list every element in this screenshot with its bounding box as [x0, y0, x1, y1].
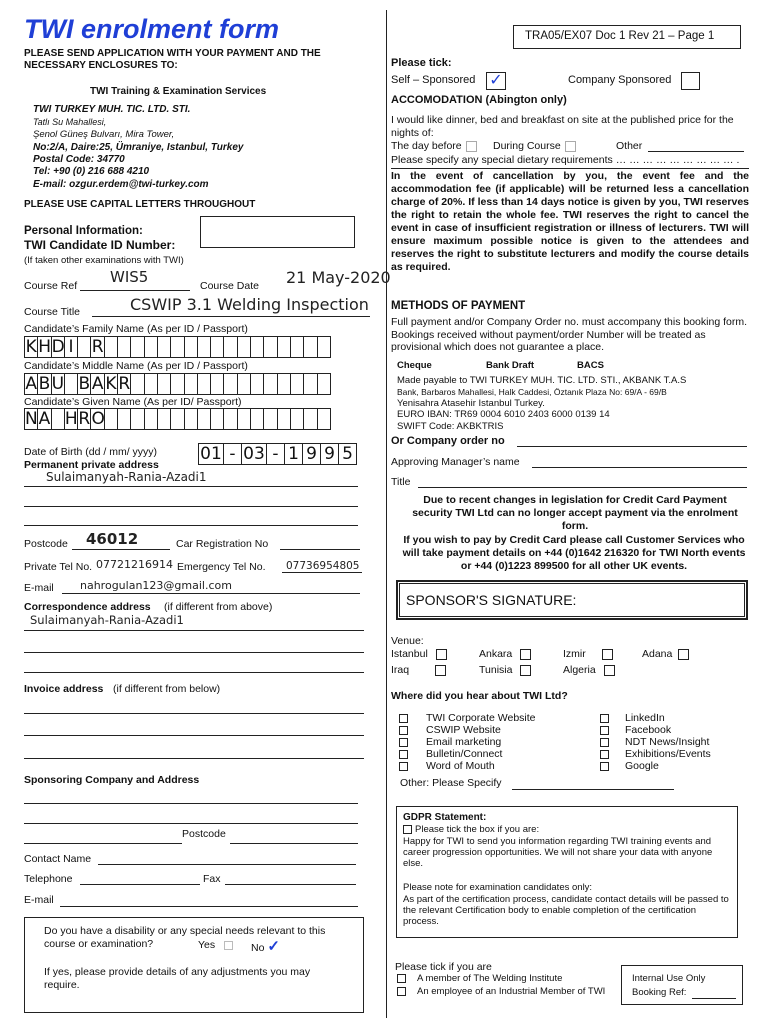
letter-cell[interactable]	[130, 408, 144, 430]
source-left-4[interactable]	[399, 760, 495, 772]
correspondence-label: Correspondence address	[24, 601, 151, 613]
venue-adana-checkbox[interactable]	[678, 649, 689, 660]
source-checkbox[interactable]	[399, 738, 408, 747]
member-checkbox[interactable]	[397, 974, 406, 983]
column-divider	[386, 10, 387, 1018]
car-reg-line	[280, 549, 360, 550]
letter-cell[interactable]	[104, 336, 118, 358]
venue-iraq-checkbox[interactable]	[435, 665, 446, 676]
letter-cell[interactable]	[223, 408, 237, 430]
letter-cell[interactable]	[290, 408, 304, 430]
title-label: Title	[391, 476, 411, 488]
telephone-label: Telephone	[24, 873, 73, 885]
letter-cell[interactable]	[130, 336, 144, 358]
yes-option[interactable]	[198, 939, 239, 951]
venue-izmir-label: Izmir	[563, 648, 586, 660]
company-order-label: Or Company order no	[391, 435, 505, 447]
permanent-address-value[interactable]: Sulaimanyah-Rania-Azadi1	[46, 470, 207, 484]
letter-cell[interactable]	[237, 408, 251, 430]
source-label: Exhibitions/Events	[625, 748, 711, 760]
letter-cell[interactable]	[290, 336, 304, 358]
letter-cell[interactable]: R	[118, 374, 131, 394]
source-checkbox[interactable]	[600, 738, 609, 747]
letter-cell[interactable]	[223, 336, 237, 358]
address-line-a	[24, 486, 358, 487]
postcode-label: Postcode	[24, 538, 68, 550]
venue-adana[interactable]	[642, 648, 689, 660]
company-sponsored-label: Company Sponsored	[568, 74, 672, 86]
self-sponsored-checkbox[interactable]	[486, 72, 506, 90]
letter-cell[interactable]: B	[38, 374, 51, 394]
letter-cell[interactable]: K	[105, 374, 117, 394]
venue-adana-label: Adana	[642, 648, 673, 660]
candidate-id-note: (If taken other examinations with TWI)	[24, 255, 184, 266]
source-label: NDT News/Insight	[625, 736, 710, 748]
sponsor-line-b	[24, 823, 358, 824]
venue-ankara[interactable]	[479, 648, 531, 660]
invoice-note: (if different from below)	[113, 683, 221, 695]
fax-label: Fax	[203, 873, 221, 885]
letter-cell[interactable]	[77, 336, 91, 358]
address-line-3: Şenol Güneş Bulvarı, Mira Tower,	[33, 129, 175, 140]
letter-cell[interactable]	[210, 373, 224, 395]
source-checkbox[interactable]	[399, 726, 408, 735]
no-option[interactable]	[251, 937, 280, 955]
approving-manager-label: Approving Manager’s name	[391, 456, 520, 468]
letter-cell[interactable]	[64, 373, 78, 395]
letter-cell[interactable]	[250, 408, 264, 430]
dob-cell[interactable]: 9	[320, 443, 339, 465]
letter-cell[interactable]: O	[91, 409, 105, 429]
during-course-option[interactable]	[493, 140, 576, 152]
invoice-label: Invoice address	[24, 683, 104, 695]
letter-cell[interactable]: A	[25, 374, 37, 394]
letter-cell[interactable]	[317, 336, 331, 358]
dietary-requirements: Please specify any special dietary requirements … … … … … … … … … .	[391, 154, 740, 166]
source-label: Email marketing	[426, 736, 502, 748]
letter-cell[interactable]	[250, 373, 264, 395]
dob-cell[interactable]: 1	[284, 443, 303, 465]
letter-cell[interactable]	[210, 408, 224, 430]
letter-cell[interactable]	[290, 373, 304, 395]
self-sponsored-check-icon: ✓	[489, 72, 503, 89]
course-ref-value[interactable]: WIS5	[110, 268, 149, 286]
letter-cell[interactable]	[184, 373, 198, 395]
self-sponsored-label: Self – Sponsored	[391, 74, 476, 86]
letter-cell[interactable]	[197, 336, 211, 358]
address-line-7: E-mail: ozgur.erdem@twi-turkey.com	[33, 179, 209, 190]
dob-label: Date of Birth (dd / mm/ yyyy)	[24, 446, 158, 458]
letter-cell[interactable]: K	[25, 337, 37, 357]
letter-cell[interactable]	[303, 336, 317, 358]
invoice-line-a	[24, 713, 364, 714]
address-line-6: Tel: +90 (0) 216 688 4210	[33, 166, 150, 177]
venue-istanbul[interactable]	[391, 648, 447, 660]
source-left-3[interactable]	[399, 748, 502, 760]
letter-cell[interactable]	[51, 408, 65, 430]
letter-cell[interactable]: A	[38, 409, 51, 429]
gdpr-heading: GDPR Statement:	[403, 812, 487, 823]
permanent-address-label: Permanent private address	[24, 459, 159, 471]
member-label: An employee of an Industrial Member of TWI	[417, 986, 606, 997]
company-sponsored-checkbox[interactable]	[681, 72, 700, 90]
sponsor-postcode-label: Postcode	[182, 828, 226, 840]
course-ref-label: Course Ref	[24, 280, 78, 292]
source-checkbox[interactable]	[399, 762, 408, 771]
letter-cell[interactable]	[144, 408, 158, 430]
other-line	[648, 151, 744, 152]
title-line	[418, 487, 747, 488]
booking-ref-line	[692, 998, 736, 999]
bacs-option[interactable]: BACS	[577, 360, 604, 371]
accommodation-text: I would like dinner, bed and breakfast on site at the published price for the nights of:	[391, 114, 734, 139]
company-order-line	[517, 446, 747, 447]
letter-cell[interactable]: R	[78, 409, 91, 429]
email-line	[62, 593, 360, 594]
sponsor-signature-label: SPONSOR'S SIGNATURE:	[406, 592, 577, 608]
letter-cell[interactable]	[250, 336, 264, 358]
internal-use-label: Internal Use Only	[632, 973, 706, 984]
email-label: E-mail	[24, 582, 54, 594]
dob-cell[interactable]: -	[223, 443, 242, 465]
address-line-c	[24, 525, 358, 526]
sponsor-email-label: E-mail	[24, 894, 54, 906]
gdpr-note-1: Please note for examination candidates only:	[403, 882, 593, 893]
day-before-option[interactable]	[391, 140, 477, 152]
form-title: TWI enrolment form	[24, 14, 279, 44]
org-heading: TWI Training & Examination Services	[90, 86, 267, 97]
sponsor-postcode-line	[230, 843, 358, 844]
course-title-label: Course Title	[24, 306, 81, 318]
source-right-3[interactable]	[600, 748, 711, 760]
letter-cell[interactable]	[210, 336, 224, 358]
course-title-value[interactable]: CSWIP 3.1 Welding Inspection	[130, 295, 369, 314]
letter-cell[interactable]	[303, 408, 317, 430]
source-label: Bulletin/Connect	[426, 748, 503, 760]
letter-cell[interactable]: D	[51, 337, 65, 357]
yes-label: Yes	[198, 939, 216, 951]
venue-izmir[interactable]	[563, 648, 613, 660]
letter-cell[interactable]	[144, 336, 158, 358]
gdpr-checkbox[interactable]	[403, 825, 412, 834]
letter-cell[interactable]	[157, 336, 171, 358]
no-label: No	[251, 942, 265, 954]
venue-tunisia-label: Tunisia	[479, 664, 513, 676]
private-tel-value[interactable]: 07721216914	[96, 558, 173, 571]
address-line-1: TWI TURKEY MUH. TIC. LTD. STI.	[33, 104, 191, 115]
letter-cell[interactable]	[197, 373, 211, 395]
source-checkbox[interactable]	[600, 762, 609, 771]
contact-name-line	[98, 864, 356, 865]
correspondence-value[interactable]: Sulaimanyah-Rania-Azadi1	[30, 613, 184, 627]
venue-istanbul-checkbox[interactable]	[436, 649, 447, 660]
gdpr-text: Happy for TWI to send you information regarding TWI training events and career progression opportunities. We will not share your data with anyone else.	[403, 836, 713, 869]
letter-cell[interactable]	[130, 373, 144, 395]
letter-cell[interactable]	[170, 408, 184, 430]
letter-cell[interactable]: B	[78, 374, 91, 394]
private-tel-label: Private Tel No.	[24, 561, 93, 573]
letter-cell[interactable]	[317, 408, 331, 430]
family-name-label: Candidate’s Family Name (As per ID / Passport)	[24, 323, 248, 335]
given-name-cells[interactable]	[24, 408, 330, 430]
venue-label: Venue:	[391, 635, 424, 647]
emergency-tel-value[interactable]: 07736954805	[286, 560, 360, 572]
address-line-5: Postal Code: 34770	[33, 154, 125, 165]
during-course-checkbox[interactable]	[565, 141, 576, 152]
letter-cell[interactable]	[237, 336, 251, 358]
letter-cell[interactable]: A	[91, 374, 104, 394]
doc-ref: TRA05/EX07 Doc 1 Rev 21 – Page 1	[525, 30, 715, 42]
letter-cell[interactable]	[277, 408, 291, 430]
telephone-line	[80, 884, 200, 885]
member-option-2[interactable]	[397, 986, 605, 997]
payment-text: Full payment and/or Company Order no. must accompany this booking form. Bookings received without payment/order Number will be treated as provisional which does not guarantee a place.	[391, 316, 747, 353]
letter-cell[interactable]: I	[64, 336, 78, 358]
credit-card-call: If you wish to pay by Credit Card please call Customer Services who will take payment details on +44 (0)1642 216320 for TWI North events or +44 (0)1223 899500 for all other UK events.	[402, 534, 746, 572]
source-left-0[interactable]	[399, 712, 536, 724]
source-label: LinkedIn	[625, 712, 665, 724]
member-checkbox[interactable]	[397, 987, 406, 996]
bank-draft-option[interactable]: Bank Draft	[486, 360, 535, 371]
other-specify-label: Other: Please Specify	[400, 777, 502, 789]
tick-if-label: Please tick if you are	[395, 961, 492, 973]
dob-cell[interactable]: -	[266, 443, 285, 465]
venue-tunisia[interactable]	[479, 664, 531, 676]
during-course-label: During Course	[493, 140, 561, 152]
booking-ref-label: Booking Ref:	[632, 987, 687, 998]
letter-cell[interactable]	[184, 408, 198, 430]
venue-ankara-label: Ankara	[479, 648, 513, 660]
letter-cell[interactable]: U	[51, 374, 65, 394]
dob-cell[interactable]: 5	[338, 443, 357, 465]
other-label: Other	[616, 140, 643, 152]
letter-cell[interactable]	[317, 373, 331, 395]
course-date-value[interactable]: 21 May-2020	[286, 268, 391, 287]
cheque-option[interactable]: Cheque	[397, 360, 432, 371]
venue-tunisia-checkbox[interactable]	[520, 665, 531, 676]
capitals-note: PLEASE USE CAPITAL LETTERS THROUGHOUT	[24, 199, 256, 210]
middle-name-label: Candidate’s Middle Name (As per ID / Passport)	[24, 360, 248, 372]
source-right-2[interactable]	[600, 736, 709, 748]
bank-line-5: SWIFT Code: AKBKTRIS	[397, 421, 504, 432]
source-checkbox[interactable]	[399, 750, 408, 759]
internal-use-box	[621, 965, 743, 1005]
source-label: TWI Corporate Website	[426, 712, 536, 724]
car-reg-label: Car Registration No	[176, 538, 269, 550]
source-label: CSWIP Website	[426, 724, 501, 736]
contact-name-label: Contact Name	[24, 853, 92, 865]
corr-line-b	[24, 652, 364, 653]
letter-cell[interactable]	[170, 373, 184, 395]
venue-algeria-label: Algeria	[563, 664, 596, 676]
sponsor-email-line	[60, 906, 358, 907]
letter-cell[interactable]	[117, 408, 131, 430]
self-sponsored-option[interactable]	[391, 74, 475, 86]
letter-cell[interactable]	[277, 336, 291, 358]
candidate-id-label: TWI Candidate ID Number:	[24, 238, 176, 252]
source-label: Facebook	[625, 724, 672, 736]
bank-line-2: Bank, Barbaros Mahallesi, Halk Caddesi, Öztanık Plaza No: 69/A - 69/B	[397, 387, 667, 397]
source-checkbox[interactable]	[600, 726, 609, 735]
other-specify-line	[512, 789, 674, 790]
address-line-2: Tatlı Su Mahallesi,	[33, 117, 107, 127]
credit-card-notice: Due to recent changes in legislation for Credit Card Payment security TWI Ltd can no longer accept payment via the enrolment form.	[412, 494, 738, 532]
source-right-4[interactable]	[600, 760, 659, 772]
sponsor-line-c	[24, 843, 182, 844]
letter-cell[interactable]	[144, 373, 158, 395]
source-checkbox[interactable]	[600, 750, 609, 759]
course-title-line	[92, 316, 370, 317]
letter-cell[interactable]	[157, 373, 171, 395]
letter-cell[interactable]: H	[64, 409, 78, 429]
email-value[interactable]: nahrogulan123@gmail.com	[80, 579, 232, 592]
source-right-0[interactable]	[600, 712, 665, 724]
sponsoring-label: Sponsoring Company and Address	[24, 774, 200, 786]
venue-algeria-checkbox[interactable]	[604, 665, 615, 676]
letter-cell[interactable]: N	[25, 409, 38, 429]
venue-izmir-checkbox[interactable]	[602, 649, 613, 660]
source-label: Google	[625, 760, 659, 772]
send-instructions: PLEASE SEND APPLICATION WITH YOUR PAYMENT AND THE NECESSARY ENCLOSURES TO:	[24, 48, 321, 71]
please-tick: Please tick:	[391, 57, 452, 69]
gdpr-tick-option[interactable]	[403, 824, 539, 835]
emergency-tel-line	[282, 572, 362, 573]
bank-line-3: Yenisahra Atasehir Istanbul Turkey.	[397, 398, 545, 409]
no-checkmark-icon: ✓	[267, 938, 280, 955]
source-right-1[interactable]	[600, 724, 671, 736]
day-before-label: The day before	[391, 140, 462, 152]
fax-line	[225, 884, 356, 885]
dietary-line	[391, 168, 749, 169]
dob-cell[interactable]: 01	[198, 443, 224, 465]
letter-cell[interactable]: R	[91, 337, 104, 357]
venue-ankara-checkbox[interactable]	[520, 649, 531, 660]
approving-manager-line	[532, 467, 747, 468]
letter-cell[interactable]	[104, 408, 118, 430]
course-date-label: Course Date	[200, 280, 259, 292]
letter-cell[interactable]	[197, 408, 211, 430]
address-line-b	[24, 506, 358, 507]
letter-cell[interactable]	[184, 336, 198, 358]
member-option-1[interactable]	[397, 973, 562, 984]
disability-question-text: Do you have a disability or any special needs relevant to this course or examination?	[44, 925, 326, 950]
invoice-line-b	[24, 735, 364, 736]
postcode-value[interactable]: 46012	[86, 530, 139, 548]
letter-cell[interactable]	[157, 408, 171, 430]
dob-cell[interactable]: 03	[241, 443, 267, 465]
gdpr-note-2: As part of the certification process, candidate contact details will be passed to the relevant Certification body to enable completion of the certification process.	[403, 894, 729, 927]
letter-cell[interactable]	[263, 408, 277, 430]
letter-cell[interactable]	[117, 336, 131, 358]
yes-checkbox[interactable]	[224, 941, 233, 950]
sponsor-line-a	[24, 803, 358, 804]
venue-istanbul-label: Istanbul	[391, 648, 428, 660]
correspondence-note: (if different from above)	[164, 601, 273, 613]
hear-about-label: Where did you hear about TWI Ltd?	[391, 690, 568, 702]
letter-cell[interactable]	[263, 373, 277, 395]
dob-cells[interactable]	[198, 443, 356, 465]
corr-line-a	[24, 630, 364, 631]
bank-line-1: Made payable to TWI TURKEY MUH. TIC. LTD. STI., AKBANK T.A.S	[397, 375, 687, 386]
day-before-checkbox[interactable]	[466, 141, 477, 152]
letter-cell[interactable]	[170, 336, 184, 358]
bank-line-4: EURO IBAN: TR69 0004 6010 2403 6000 0139 14	[397, 409, 610, 420]
corr-line-c	[24, 672, 364, 673]
payment-heading: METHODS OF PAYMENT	[391, 300, 526, 312]
letter-cell[interactable]	[237, 373, 251, 395]
accommodation-heading: ACCOMODATION (Abington only)	[391, 94, 567, 106]
letter-cell[interactable]: H	[38, 337, 52, 357]
dob-cell[interactable]: 9	[302, 443, 321, 465]
venue-iraq[interactable]	[391, 664, 446, 676]
disability-details: If yes, please provide details of any adjustments you may require.	[44, 966, 311, 991]
family-name-cells[interactable]	[24, 336, 330, 358]
postcode-line	[72, 549, 170, 550]
course-ref-line	[80, 290, 190, 291]
emergency-tel-label: Emergency Tel No.	[177, 561, 266, 573]
source-left-2[interactable]	[399, 736, 501, 748]
source-checkbox[interactable]	[600, 714, 609, 723]
venue-iraq-label: Iraq	[391, 664, 410, 676]
letter-cell[interactable]	[303, 373, 317, 395]
given-name-label: Candidate’s Given Name (As per ID/ Passport)	[24, 396, 242, 408]
cancellation-policy: In the event of cancellation by you, the event fee and the accommodation fee (if applicable) will be returned less a cancellation charge of 20%. If less than 14 days notice is given by you, TWI reserves the right to retain the whole fee. TWI reserves the right to cancel the event in case of insufficient registration or illness of lecturers. TWI will ensure maximum possible notice is given to the attendees and reserves the right to substitute lecturers and modify the course details as required.	[391, 170, 749, 273]
letter-cell[interactable]	[263, 336, 277, 358]
middle-name-cells[interactable]	[24, 373, 330, 395]
venue-algeria[interactable]	[563, 664, 615, 676]
member-label: A member of The Welding Institute	[417, 973, 563, 984]
candidate-id-field[interactable]	[200, 216, 355, 248]
letter-cell[interactable]	[277, 373, 291, 395]
gdpr-tick-label: Please tick the box if you are:	[415, 824, 540, 835]
personal-info-heading: Personal Information:	[24, 225, 143, 237]
source-label: Word of Mouth	[426, 760, 495, 772]
source-left-1[interactable]	[399, 724, 501, 736]
source-checkbox[interactable]	[399, 714, 408, 723]
invoice-line-c	[24, 758, 364, 759]
address-line-4: No:2/A, Daire:25, Ümraniye, Istanbul, Turkey	[33, 142, 244, 153]
letter-cell[interactable]	[223, 373, 237, 395]
